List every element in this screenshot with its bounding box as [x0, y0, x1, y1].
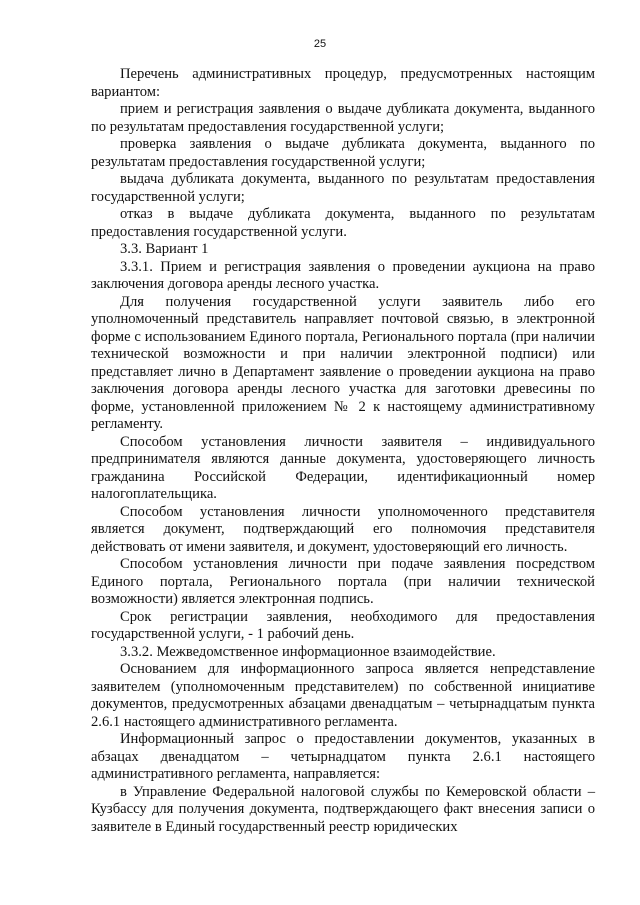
paragraph-procedure-refusal: отказ в выдаче дубликата документа, выданного по результатам предоставления государственной услуги. [91, 206, 595, 240]
paragraph-registration-term: Срок регистрации заявления, необходимого для предоставления государственной услуги, - 1 рабочий день. [91, 608, 595, 642]
page-number: 25 [313, 38, 327, 50]
paragraph-tax-service: в Управление Федеральной налоговой службы по Кемеровской области – Кузбассу для получения документа, подтверждающего факт внесения записи о заявителе в Единый государственный реестр юридических [91, 783, 595, 835]
paragraph-identity-portal: Способом установления личности при подаче заявления посредством Единого портала, Регионального портала (при наличии технической возможности) является электронная подпись. [91, 556, 595, 607]
paragraph-procedure-receipt: прием и регистрация заявления о выдаче дубликата документа, выданного по результатам предоставления государственной услуги; [91, 101, 595, 135]
paragraph-procedures-intro: Перечень административных процедур, предусмотренных настоящим вариантом: [91, 66, 595, 100]
paragraph-identity-representative: Способом установления личности уполномоченного представителя является документ, подтверждающий его полномочия представителя действовать от имени заявителя, и документ, удостоверяющий его личность. [91, 503, 595, 555]
paragraph-identity-entrepreneur: Способом установления личности заявителя – индивидуального предпринимателя являются данные документа, удостоверяющего личность гражданина Российской Федерации, идентификационный номер налогоплательщика. [91, 433, 595, 502]
paragraph-request-basis: Основанием для информационного запроса является непредставление заявителем (уполномоченным представителем) по собственной инициативе документов, предусмотренных абзацами двенадцатым – четырнадцатым пункта 2.6.1 настоящего административного регламента. [91, 661, 595, 730]
document-body [91, 66, 595, 836]
paragraph-request-direction: Информационный запрос о предоставлении документов, указанных в абзацах двенадцатом – четырнадцатом пункта 2.6.1 настоящего административного регламента, направляется: [91, 731, 595, 782]
paragraph-procedure-issue: выдача дубликата документа, выданного по результатам предоставления государственной услуги; [91, 171, 595, 205]
paragraph-procedure-check: проверка заявления о выдаче дубликата документа, выданного по результатам предоставления государственной услуги; [91, 136, 595, 170]
paragraph-application-submission: Для получения государственной услуги заявитель либо его уполномоченный представитель направляет почтовой связью, в электронной форме с использованием Единого портала, Регионального портала (при наличии технической возможности и при наличии электронной подписи) или представляет лично в Департамент заявление о проведении аукциона на право заключения договора аренды лесного участка для заготовки древесины по форме, установленной приложением № 2 к настоящему административному регламенту. [91, 293, 595, 432]
subsection-heading-3-3-2: 3.3.2. Межведомственное информационное взаимодействие. [120, 643, 496, 660]
subsection-heading-3-3-1: 3.3.1. Прием и регистрация заявления о проведении аукциона на право заключения договора аренды лесного участка. [91, 258, 595, 292]
section-heading-variant-1: 3.3. Вариант 1 [120, 241, 209, 257]
